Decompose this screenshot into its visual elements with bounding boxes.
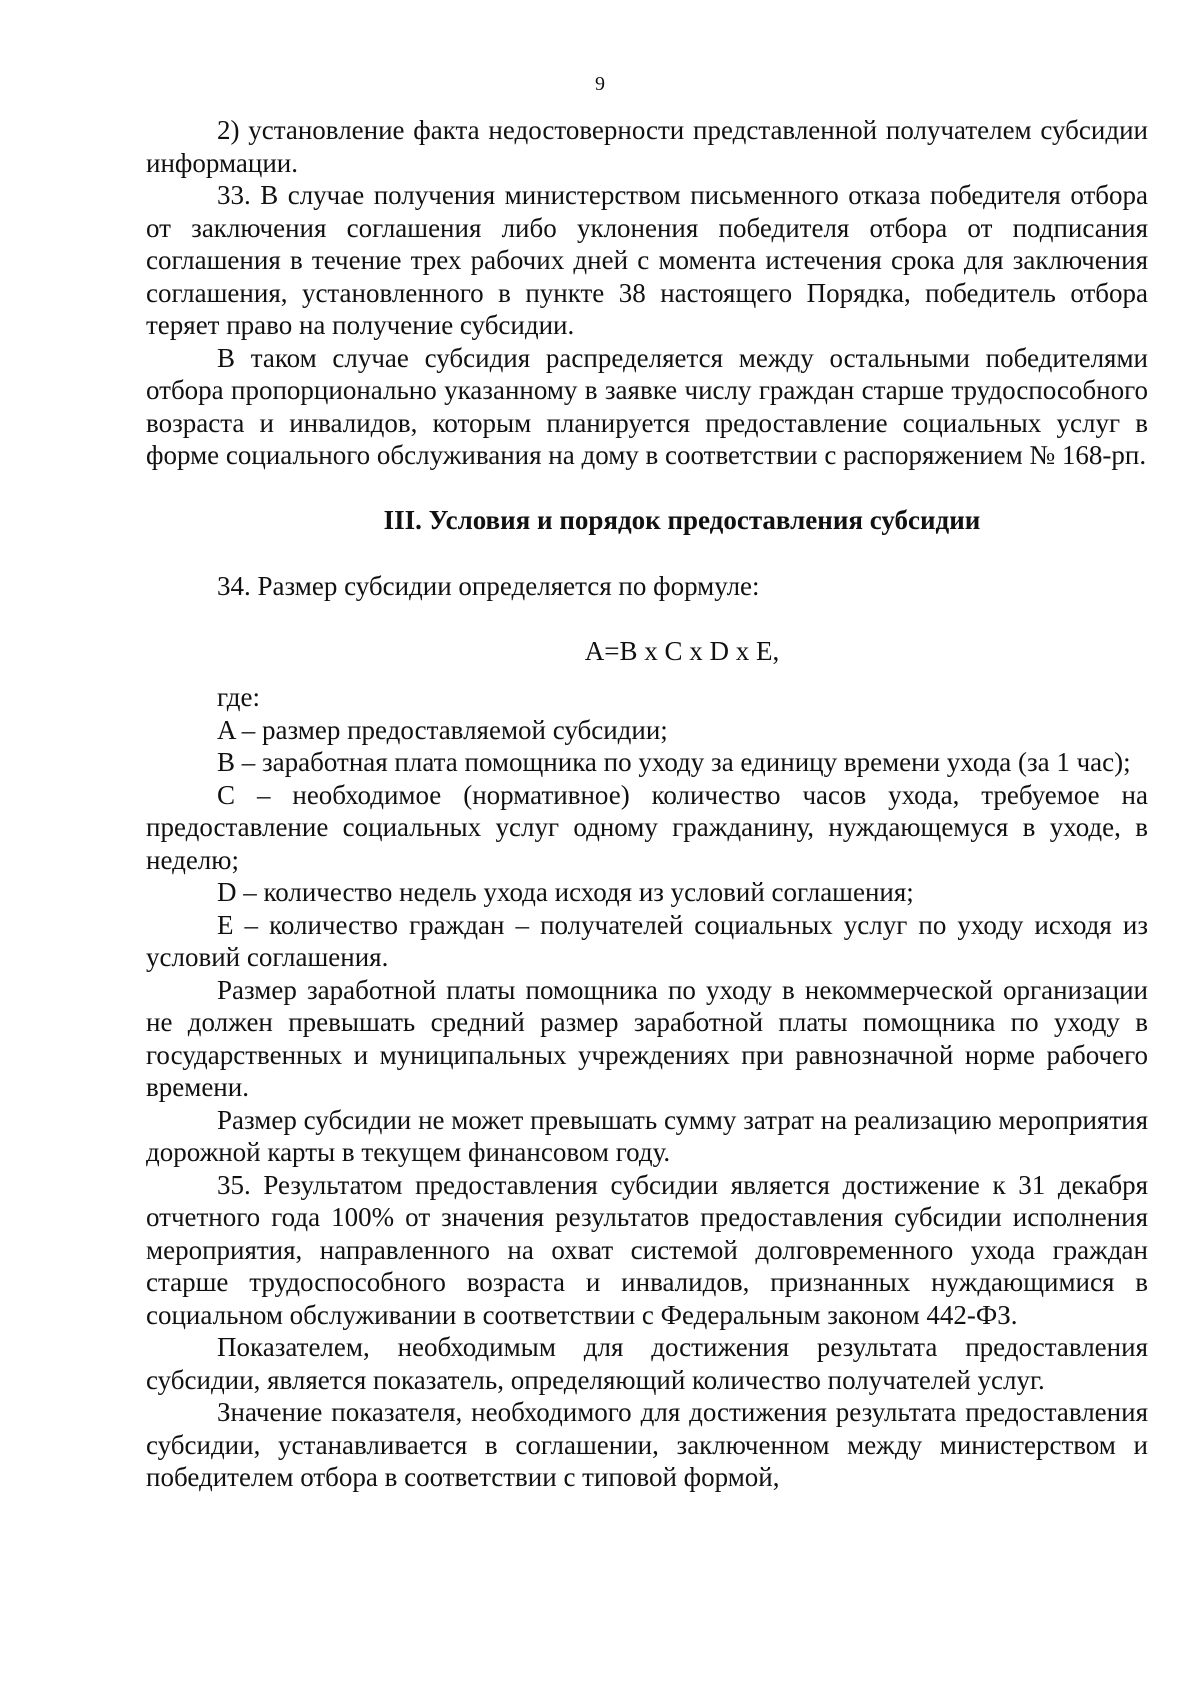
definition-b: B – заработная плата помощника по уходу за единицу времени ухода (за 1 час); [217,747,1131,777]
definition-e: E – количество граждан – получателей социальных услуг по уходу исходя из условий соглашения. [146,909,1148,972]
definition-a: A – размер предоставляемой субсидии; [217,714,668,745]
paragraph-subsidy-distribution: В таком случае субсидия распределяется между остальными победителями отбора пропорционально указанному в заявке числу граждан старше трудоспособного возраста и инвалидов, которым планируется предоставление социальных услуг в форме социального обслуживания на дому в соответствии с распоряжением № 168-рп. [146,342,1148,470]
paragraph-subsidy-limit: Размер субсидии не может превышать сумму затрат на реализацию мероприятия дорожной карты в текущем финансовом году. [146,1104,1148,1167]
paragraph-clause-33: 33. В случае получения министерством письменного отказа победителя отбора от заключения соглашения либо уклонения победителя отбора от подписания соглашения в течение трех рабочих дней с момента истечения срока для заключения соглашения, установленного в пункте 38 настоящего Порядка, победитель отбора теряет право на получение субсидии. [146,180,1148,340]
page-number: 9 [595,73,605,95]
paragraph-clause-34: 34. Размер субсидии определяется по формуле: [217,571,760,601]
definition-c: C – необходимое (нормативное) количество часов ухода, требуемое на предоставление социальных услуг одному гражданину, нуждающемуся в уходе, в неделю; [146,779,1148,875]
paragraph-indicator: Показателем, необходимым для достижения результата предоставления субсидии, является показатель, определяющий количество получателей услуг. [146,1332,1148,1395]
paragraph-item-2: 2) установление факта недостоверности представленной получателем субсидии информации. [146,115,1148,178]
paragraph-clause-35: 35. Результатом предоставления субсидии является достижение к 31 декабря отчетного года 100% от значения результатов предоставления субсидии исполнения мероприятия, направленного на охват системой долговременного ухода граждан старше трудоспособного возраста и инвалидов, признанных нуждающимися в социальном обслуживании в соответствии с Федеральным законом 442-ФЗ. [146,1169,1148,1330]
paragraph-indicator-value: Значение показателя, необходимого для достижения результата предоставления субсидии, устанавливается в соглашении, заключенном между министерством и победителем отбора в соответствии с типовой формой, [146,1397,1148,1492]
subsidy-formula: A=B x C x D x E, [584,635,780,666]
section-heading: III. Условия и порядок предоставления субсидии [383,504,981,535]
paragraph-where: где: [217,682,260,712]
paragraph-salary-limit: Размер заработной платы помощника по уходу в некоммерческой организации не должен превышать средний размер заработной платы помощника по уходу в государственных и муниципальных учреждениях при равнозначной норме рабочего времени. [146,974,1148,1102]
document-body [146,114,1148,1494]
definition-d: D – количество недель ухода исходя из условий соглашения; [217,877,914,907]
